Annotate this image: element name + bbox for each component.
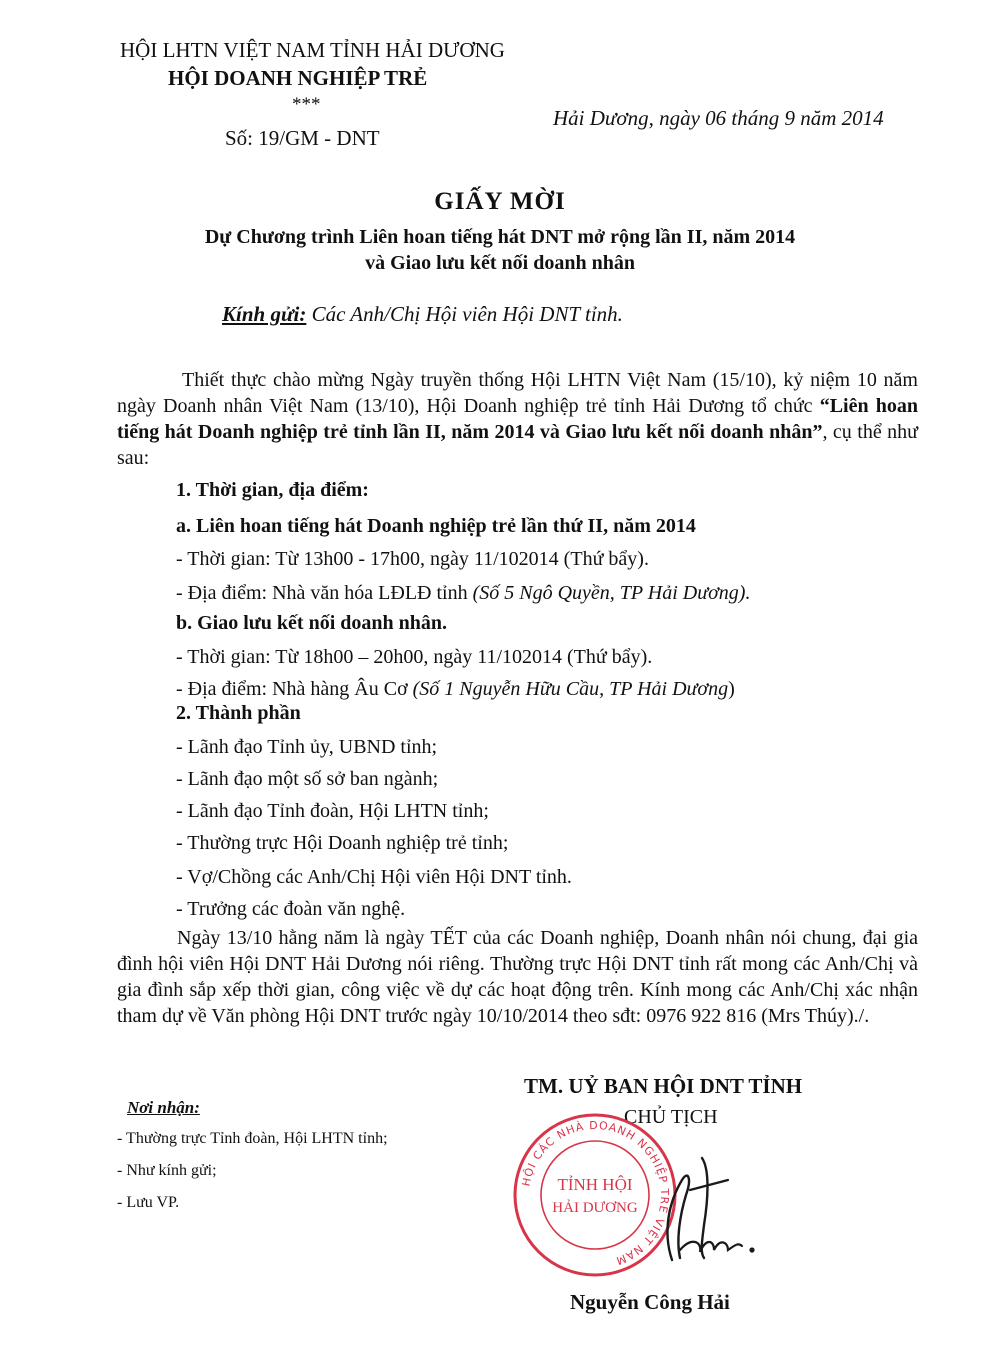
recipient-item: - Lưu VP. xyxy=(117,1194,180,1211)
participant-item: - Lãnh đạo Tỉnh đoàn, Hội LHTN tỉnh; xyxy=(176,800,489,822)
org-line-1: HỘI LHTN VIỆT NAM TỈNH HẢI DƯƠNG xyxy=(120,38,505,62)
section-1b-place-prefix: - Địa điểm: Nhà hàng Âu Cơ xyxy=(176,678,413,700)
addressee-label: Kính gửi: xyxy=(222,302,307,326)
seal-ring-text: HỘI CÁC NHÀ DOANH NGHIỆP TRẺ VIỆT NAM xyxy=(519,1118,672,1268)
section-2-heading: 2. Thành phần xyxy=(176,702,301,724)
recipients-heading: Nơi nhận: xyxy=(127,1098,200,1117)
recipient-item: - Như kính gửi; xyxy=(117,1162,217,1179)
participant-item: - Thường trực Hội Doanh nghiệp trẻ tỉnh; xyxy=(176,832,509,854)
document-subtitle-2: và Giao lưu kết nối doanh nhân xyxy=(365,252,635,274)
addressee-text: Các Anh/Chị Hội viên Hội DNT tỉnh. xyxy=(306,302,623,326)
section-1b-place xyxy=(176,678,735,701)
intro-text-2: , cụ thể như sau: xyxy=(117,421,918,469)
section-1b-place-suffix: ) xyxy=(728,678,735,700)
seal-center-line-1: TỈNH HỘI xyxy=(557,1175,633,1194)
participant-item: - Lãnh đạo một số sở ban ngành; xyxy=(176,768,439,790)
participant-item: - Vợ/Chồng các Anh/Chị Hội viên Hội DNT tỉnh. xyxy=(176,866,572,888)
section-1b-time: - Thời gian: Từ 18h00 – 20h00, ngày 11/102014 (Thứ bẩy). xyxy=(176,646,653,668)
closing-paragraph: Ngày 13/10 hằng năm là ngày TẾT của các Doanh nghiệp, Doanh nhân nói chung, đại gia đình hội viên Hội DNT Hải Dương nói riêng. Thường trực Hội DNT tỉnh rất mong các Anh/Chị và gia đình sắp xếp thời gian, công việc về dự các hoạt động trên. Kính mong các Anh/Chị xác nhận tham dự về Văn phòng Hội DNT trước ngày 10/10/2014 theo sđt: 0976 922 816 (Mrs Thúy)./. xyxy=(117,927,918,1027)
section-1a-heading: a. Liên hoan tiếng hát Doanh nghiệp trẻ lần thứ II, năm 2014 xyxy=(176,515,696,537)
section-1b-heading: b. Giao lưu kết nối doanh nhân. xyxy=(176,612,447,634)
handwritten-signature xyxy=(610,1150,780,1270)
recipient-item: - Thường trực Tỉnh đoàn, Hội LHTN tỉnh; xyxy=(117,1130,388,1147)
section-1b-place-address: (Số 1 Nguyễn Hữu Cầu, TP Hải Dương xyxy=(412,678,729,700)
participant-item: - Lãnh đạo Tỉnh ủy, UBND tỉnh; xyxy=(176,736,438,758)
section-1a-place-address: (Số 5 Ngô Quyền, TP Hải Dương). xyxy=(472,582,751,604)
place-date: Hải Dương, ngày 06 tháng 9 năm 2014 xyxy=(553,106,884,130)
intro-paragraph xyxy=(117,367,918,471)
document-subtitle-1: Dự Chương trình Liên hoan tiếng hát DNT mở rộng lần II, năm 2014 xyxy=(204,226,796,248)
org-line-2: HỘI DOANH NGHIỆP TRẺ xyxy=(168,66,428,90)
section-1a-place xyxy=(176,582,750,605)
signatory-title: TM. UỶ BAN HỘI DNT TỈNH xyxy=(524,1074,803,1098)
intro-event-name: “Liên hoan tiếng hát Doanh nghiệp trẻ tỉnh lần II, năm 2014 và Giao lưu kết nối doanh nhân” xyxy=(117,395,918,443)
section-1a-place-prefix: - Địa điểm: Nhà văn hóa LĐLĐ tỉnh xyxy=(176,582,473,604)
stars-separator: *** xyxy=(292,94,321,115)
signatory-position: CHỦ TỊCH xyxy=(624,1106,718,1128)
intro-text-1: Thiết thực chào mừng Ngày truyền thống Hội LHTN Việt Nam (15/10), kỷ niệm 10 năm ngày Doanh nhân Việt Nam (13/10), Hội Doanh nghiệp trẻ tỉnh Hải Dương tổ chức xyxy=(117,369,918,417)
document-number: Số: 19/GM - DNT xyxy=(225,126,380,150)
document-title: GIẤY MỜI xyxy=(434,188,566,215)
section-1-heading: 1. Thời gian, địa điểm: xyxy=(176,479,369,501)
seal-center-line-2: HẢI DƯƠNG xyxy=(552,1200,638,1216)
addressee xyxy=(222,302,623,327)
section-1a-time: - Thời gian: Từ 13h00 - 17h00, ngày 11/102014 (Thứ bẩy). xyxy=(176,548,649,570)
signatory-name: Nguyễn Công Hải xyxy=(570,1290,730,1314)
participant-item: - Trưởng các đoàn văn nghệ. xyxy=(176,898,406,920)
